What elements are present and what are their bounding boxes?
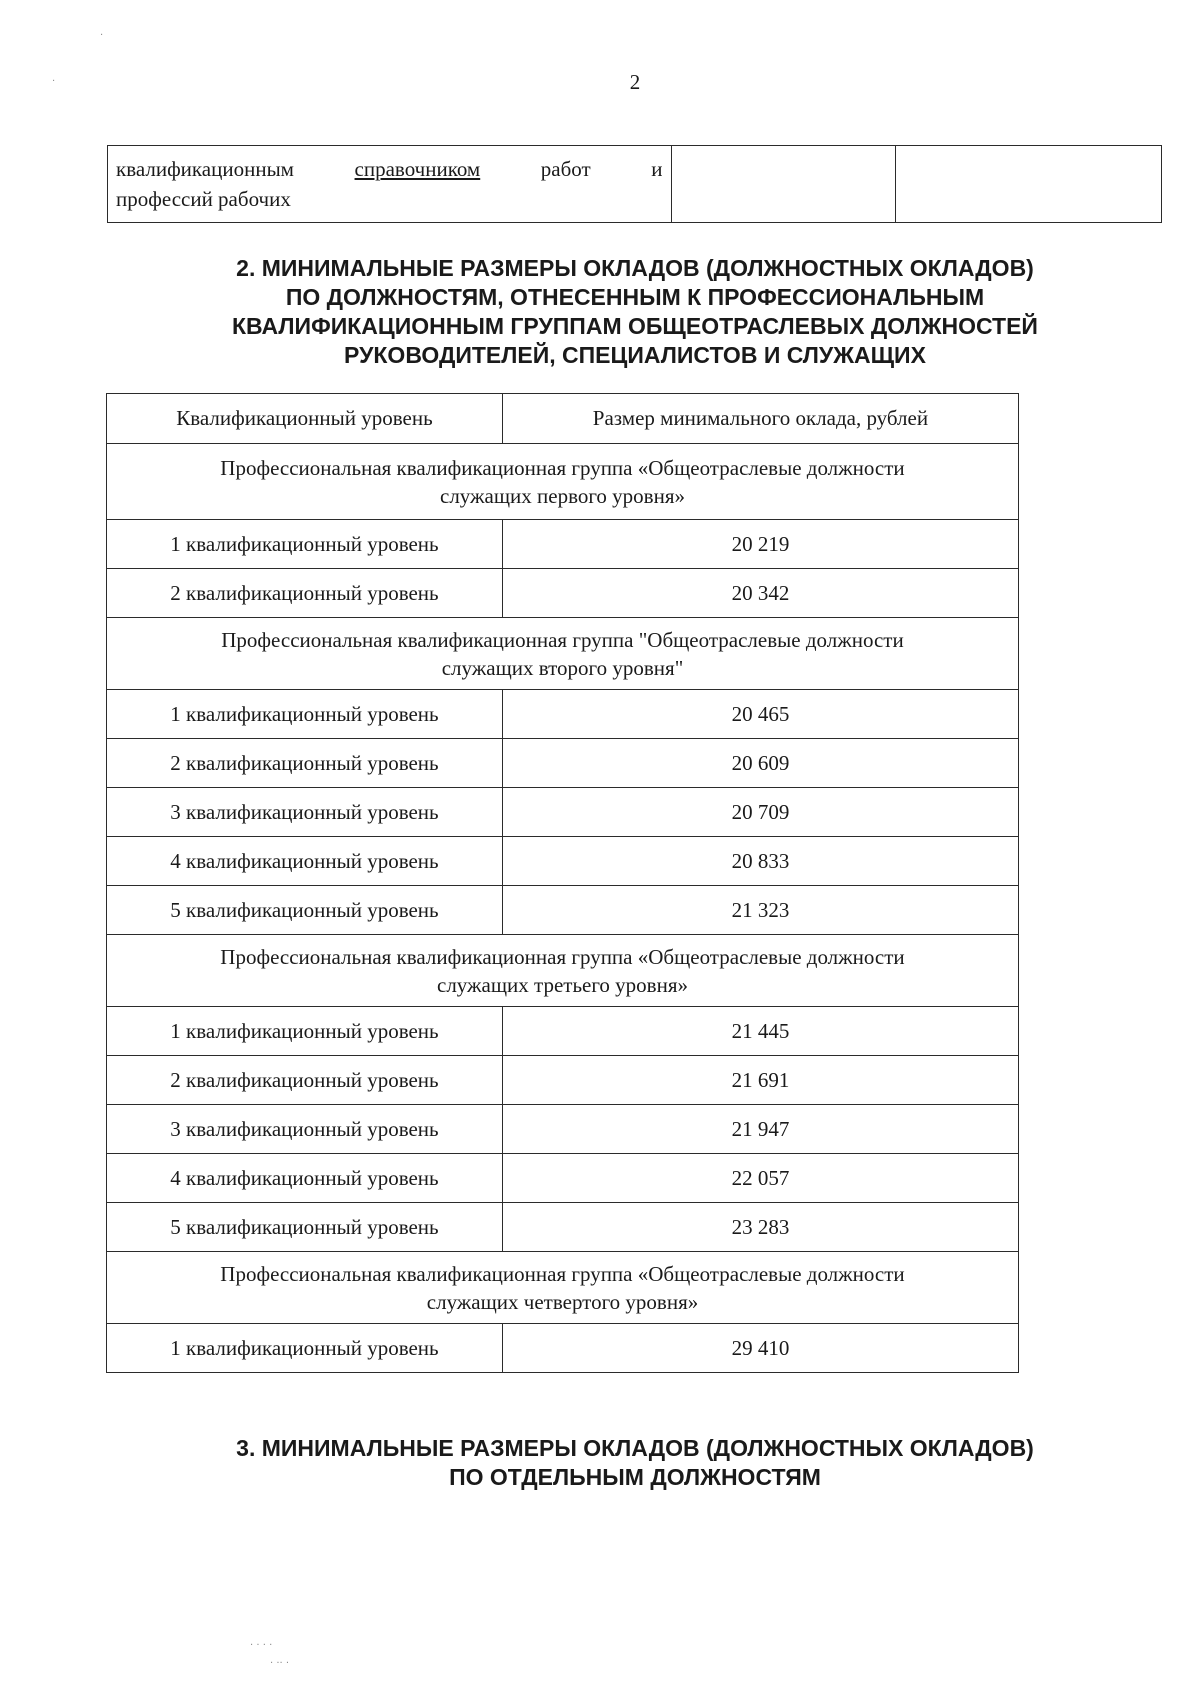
- level-cell: 4 квалификационный уровень: [107, 1154, 503, 1203]
- section-3-title-line: ПО ОТДЕЛЬНЫМ ДОЛЖНОСТЯМ: [449, 1464, 821, 1490]
- level-cell: 5 квалификационный уровень: [107, 1203, 503, 1252]
- section-2-title: [0, 254, 1200, 370]
- level-cell: 2 квалификационный уровень: [107, 569, 503, 618]
- group-title: [107, 1252, 1019, 1324]
- continuation-row: [108, 146, 1162, 223]
- group-row: [107, 1252, 1019, 1324]
- group-title-line: Профессиональная квалификационная группа «Общеотраслевые должности: [220, 455, 905, 480]
- table-header-row: [107, 394, 1019, 444]
- level-cell: 4 квалификационный уровень: [107, 837, 503, 886]
- level-cell: 3 квалификационный уровень: [107, 788, 503, 837]
- table-row: [107, 886, 1019, 935]
- group-row: [107, 618, 1019, 690]
- table-row: [107, 1324, 1019, 1373]
- group-title-line: служащих второго уровня": [441, 655, 684, 680]
- group-title-line: служащих четвертого уровня»: [426, 1289, 699, 1314]
- level-cell: 1 квалификационный уровень: [107, 1007, 503, 1056]
- continuation-word-underlined: справочником: [354, 157, 481, 181]
- continuation-empty-cell: [671, 146, 895, 223]
- section-2-title-line: КВАЛИФИКАЦИОННЫМ ГРУППАМ ОБЩЕОТРАСЛЕВЫХ ДОЛЖНОСТЕЙ: [232, 313, 1038, 339]
- scan-speck: ·: [100, 30, 104, 41]
- section-2-title-line: 2. МИНИМАЛЬНЫЕ РАЗМЕРЫ ОКЛАДОВ (ДОЛЖНОСТНЫХ ОКЛАДОВ): [236, 255, 1034, 281]
- level-cell: 2 квалификационный уровень: [107, 739, 503, 788]
- table-row: [107, 1105, 1019, 1154]
- scan-speck: · ·· ·: [270, 1658, 290, 1669]
- group-row: [107, 935, 1019, 1007]
- group-title: [107, 935, 1019, 1007]
- salary-cell: 20 609: [502, 739, 1018, 788]
- level-cell: 3 квалификационный уровень: [107, 1105, 503, 1154]
- continuation-table: [107, 145, 1162, 223]
- salary-cell: 21 691: [502, 1056, 1018, 1105]
- salary-cell: 21 947: [502, 1105, 1018, 1154]
- salary-cell: 20 465: [502, 690, 1018, 739]
- level-cell: 5 квалификационный уровень: [107, 886, 503, 935]
- group-title-line: Профессиональная квалификационная группа «Общеотраслевые должности: [220, 944, 905, 969]
- header-salary: Размер минимального оклада, рублей: [502, 394, 1018, 444]
- level-cell: 2 квалификационный уровень: [107, 1056, 503, 1105]
- salary-cell: 20 709: [502, 788, 1018, 837]
- table-row: [107, 788, 1019, 837]
- table-row: [107, 739, 1019, 788]
- group-title: [107, 618, 1019, 690]
- scan-speck: · · · ·: [250, 1640, 273, 1651]
- group-row: [107, 444, 1019, 520]
- section-2-title-line: ПО ДОЛЖНОСТЯМ, ОТНЕСЕННЫМ К ПРОФЕССИОНАЛЬНЫМ: [285, 284, 985, 310]
- scan-speck: ·: [52, 76, 56, 87]
- continuation-text-cell: [108, 146, 672, 223]
- table-row: [107, 569, 1019, 618]
- salary-table: [106, 393, 1019, 1373]
- group-title-line: Профессиональная квалификационная группа "Общеотраслевые должности: [221, 627, 904, 652]
- salary-cell: 20 342: [502, 569, 1018, 618]
- continuation-word: и: [651, 157, 663, 181]
- continuation-line-2: профессий рабочих: [116, 187, 291, 211]
- level-cell: 1 квалификационный уровень: [107, 690, 503, 739]
- group-title: [107, 444, 1019, 520]
- salary-cell: 21 323: [502, 886, 1018, 935]
- salary-cell: 20 833: [502, 837, 1018, 886]
- section-3-title-line: 3. МИНИМАЛЬНЫЕ РАЗМЕРЫ ОКЛАДОВ (ДОЛЖНОСТНЫХ ОКЛАДОВ): [236, 1435, 1034, 1461]
- group-title-line: служащих первого уровня»: [440, 483, 685, 508]
- level-cell: 1 квалификационный уровень: [107, 520, 503, 569]
- continuation-line-1: [116, 154, 663, 184]
- continuation-word: работ: [540, 157, 591, 181]
- group-title-line: Профессиональная квалификационная группа «Общеотраслевые должности: [220, 1261, 905, 1286]
- table-row: [107, 1154, 1019, 1203]
- table-row: [107, 1203, 1019, 1252]
- section-2-title-line: РУКОВОДИТЕЛЕЙ, СПЕЦИАЛИСТОВ И СЛУЖАЩИХ: [344, 342, 926, 368]
- table-row: [107, 837, 1019, 886]
- salary-cell: 20 219: [502, 520, 1018, 569]
- header-level: Квалификационный уровень: [107, 394, 503, 444]
- section-3-title: [0, 1434, 1200, 1492]
- continuation-word: квалификационным: [116, 157, 294, 181]
- salary-cell: 29 410: [502, 1324, 1018, 1373]
- table-row: [107, 1007, 1019, 1056]
- salary-cell: 21 445: [502, 1007, 1018, 1056]
- salary-cell: 23 283: [502, 1203, 1018, 1252]
- group-title-line: служащих третьего уровня»: [437, 972, 688, 997]
- level-cell: 1 квалификационный уровень: [107, 1324, 503, 1373]
- table-row: [107, 520, 1019, 569]
- continuation-empty-cell: [895, 146, 1161, 223]
- table-row: [107, 690, 1019, 739]
- page-number: 2: [629, 70, 641, 94]
- salary-cell: 22 057: [502, 1154, 1018, 1203]
- table-row: [107, 1056, 1019, 1105]
